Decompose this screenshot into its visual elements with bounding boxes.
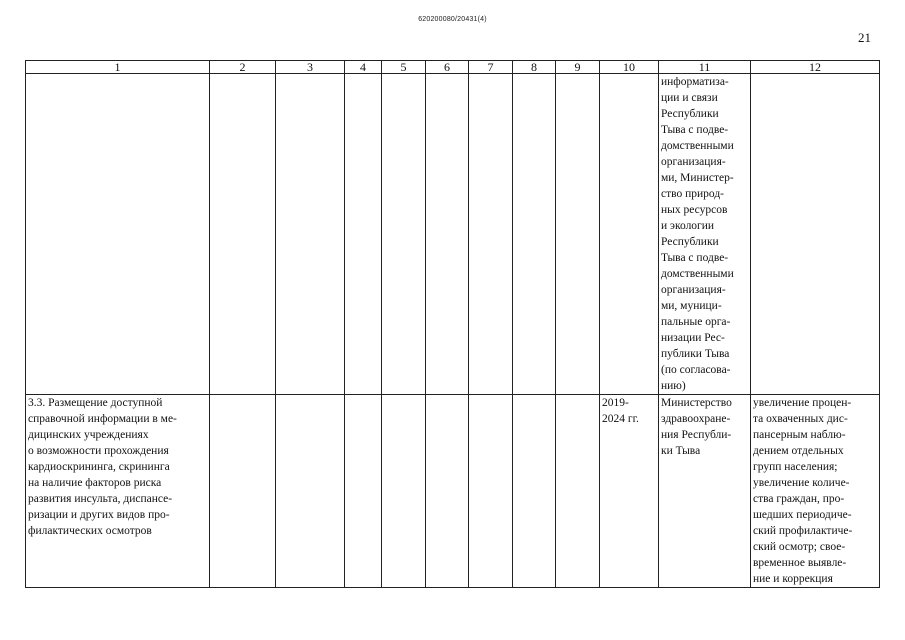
measure-name-cell: 3.3. Размещение доступной справочной информации в ме- дицинских учреждениях о возможности прохождения кардиоскрининга, скрининга на наличие факторов риска развития инсульта, диспансе- ризации и других видов про- филактических осмотров xyxy=(26,395,210,588)
column-header: 3 xyxy=(276,61,345,74)
table-cell xyxy=(276,74,345,395)
table-cell xyxy=(556,395,600,588)
column-header: 11 xyxy=(659,61,751,74)
program-table xyxy=(25,60,880,588)
column-header-row xyxy=(26,61,880,74)
period-cell: 2019- 2024 гг. xyxy=(600,395,659,588)
responsible-executors-cell: Министерство здравоохране- ния Республи- ки Тыва xyxy=(659,395,751,588)
column-header: 10 xyxy=(600,61,659,74)
page-number: 21 xyxy=(858,30,871,45)
column-header: 2 xyxy=(210,61,276,74)
column-header: 8 xyxy=(513,61,556,74)
column-header: 12 xyxy=(751,61,880,74)
table-cell xyxy=(513,395,556,588)
table-row-continuation xyxy=(26,74,880,395)
table-cell xyxy=(556,74,600,395)
table-cell xyxy=(276,395,345,588)
column-header: 5 xyxy=(382,61,426,74)
table-cell xyxy=(382,395,426,588)
table-cell xyxy=(513,74,556,395)
column-header: 4 xyxy=(345,61,382,74)
column-header: 9 xyxy=(556,61,600,74)
table-cell xyxy=(469,74,513,395)
column-header: 7 xyxy=(469,61,513,74)
expected-results-cell: увеличение процен- та охваченных дис- пансерным наблю- дением отдельных групп населения; увеличение количе- ства граждан, про- шедших периодиче- ский профилактиче- ский осмотр; свое- временное выявле- ние и коррекция xyxy=(751,395,880,588)
table-cell xyxy=(26,74,210,395)
table-cell xyxy=(210,74,276,395)
table-cell xyxy=(382,74,426,395)
table-cell xyxy=(426,74,469,395)
column-header: 6 xyxy=(426,61,469,74)
table-cell xyxy=(345,395,382,588)
document-id: 620200080/20431(4) xyxy=(418,16,487,23)
responsible-executors-cell: информатиза- ции и связи Республики Тыва с подве- домственными организация- ми, Министер- ство природ- ных ресурсов и экологии Республики Тыва с подве- домственными организация- ми, муници- пальные орга- низации Рес- публики Тыва (по согласова- нию) xyxy=(659,74,751,395)
table-cell xyxy=(600,74,659,395)
table-cell xyxy=(345,74,382,395)
table-cell xyxy=(751,74,880,395)
table-cell xyxy=(469,395,513,588)
table-cell xyxy=(210,395,276,588)
column-header: 1 xyxy=(26,61,210,74)
table-row-3-3 xyxy=(26,395,880,588)
table-cell xyxy=(426,395,469,588)
